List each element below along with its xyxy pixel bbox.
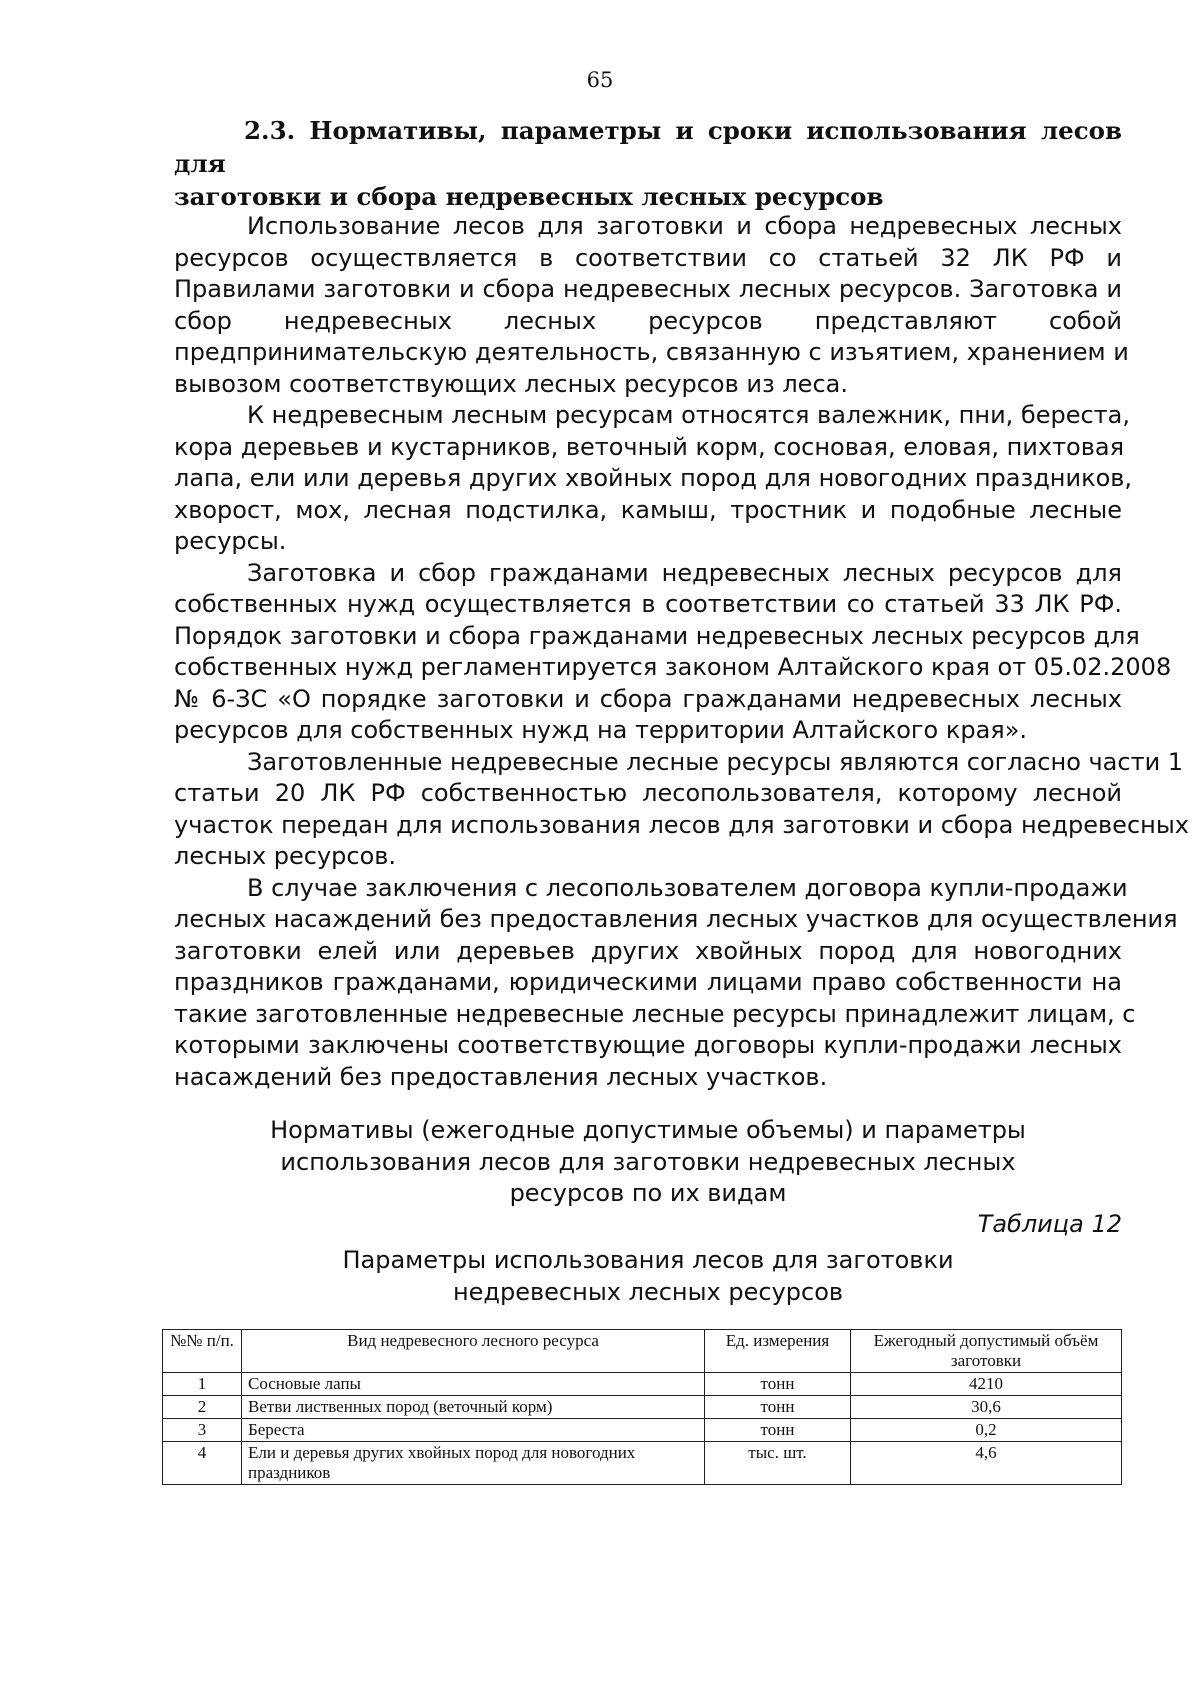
body-line: Использование лесов для заготовки и сбора недревесных лесных — [247, 212, 1122, 240]
cell-name: Ветви лиственных пород (веточный корм) — [242, 1396, 705, 1419]
body-line: ресурсов осуществляется в соответствии со статьей 32 ЛК РФ и — [174, 243, 1122, 272]
body-line: лапа, ели или деревья других хвойных пород для новогодних праздников, — [174, 464, 1133, 492]
body-line: Порядок заготовки и сбора гражданами недревесных лесных ресурсов для — [174, 621, 1140, 650]
cell-volume: 4,6 — [851, 1442, 1122, 1485]
cell-num: 2 — [163, 1396, 242, 1419]
cell-name: Сосновые лапы — [242, 1373, 705, 1396]
body-line: лесных ресурсов. — [174, 842, 397, 870]
body-line: хворост, мох, лесная подстилка, камыш, тростник и подобные лесные — [174, 495, 1122, 524]
section-heading-line: заготовки и сбора недревесных лесных ресурсов — [174, 182, 884, 211]
header-volume: Ежегодный допустимый объём заготовки — [851, 1330, 1122, 1373]
body-line: Заготовленные недревесные лесные ресурсы являются согласно части 1 — [247, 747, 1184, 776]
cell-volume: 0,2 — [851, 1419, 1122, 1442]
header-unit: Ед. измерения — [705, 1330, 851, 1373]
body-line: собственных нужд регламентируется законом Алтайского края от 05.02.2008 — [174, 653, 1172, 681]
body-line: сбор недревесных лесных ресурсов представляют собой — [174, 306, 1122, 335]
body-line: которыми заключены соответствующие договоры купли-продажи лесных — [174, 1031, 1122, 1059]
body-line: Правилами заготовки и сбора недревесных лесных ресурсов. Заготовка и — [174, 275, 1122, 303]
page-number: 65 — [586, 68, 614, 92]
body-line: К недревесным лесным ресурсам относятся валежник, пни, береста, — [247, 401, 1130, 429]
body-line: № 6-ЗС «О порядке заготовки и сбора гражданами недревесных лесных — [174, 684, 1122, 713]
cell-num: 1 — [163, 1373, 242, 1396]
header-num: №№ п/п. — [163, 1330, 242, 1373]
cell-volume: 30,6 — [851, 1396, 1122, 1419]
table-row — [163, 1396, 1122, 1419]
body-line: лесных насаждений без предоставления лесных участков для осуществления — [174, 905, 1178, 933]
cell-name: Береста — [242, 1419, 705, 1442]
table-header-row — [163, 1330, 1122, 1373]
body-line: насаждений без предоставления лесных участков. — [174, 1062, 828, 1091]
body-line: В случае заключения с лесопользователем договора купли-продажи — [247, 873, 1128, 902]
table-title-line: Параметры использования лесов для заготовки — [342, 1246, 954, 1274]
body-line: статьи 20 ЛК РФ собственностью лесопользователя, которому лесной — [174, 779, 1122, 807]
section-heading — [174, 114, 1122, 213]
body-line: собственных нужд осуществляется в соответствии со статьей 33 ЛК РФ. — [174, 590, 1122, 618]
body-text — [174, 211, 1189, 1093]
body-line: Заготовка и сбор гражданами недревесных лесных ресурсов для — [247, 558, 1122, 587]
table-caption: Таблица 12 — [977, 1210, 1122, 1238]
body-line: предпринимательскую деятельность, связанную с изъятием, хранением и — [174, 338, 1129, 366]
body-line: ресурсов для собственных нужд на территории Алтайского края». — [174, 716, 1028, 744]
body-line: вывозом соответствующих лесных ресурсов из леса. — [174, 369, 848, 398]
section-heading-line: 2.3. Нормативы, параметры и сроки использования лесов для — [174, 116, 1122, 178]
header-name: Вид недревесного лесного ресурса — [242, 1330, 705, 1373]
body-line: кора деревьев и кустарников, веточный корм, сосновая, еловая, пихтовая — [174, 432, 1125, 461]
cell-num: 3 — [163, 1419, 242, 1442]
body-line: заготовки елей или деревьев других хвойных пород для новогодних — [174, 936, 1122, 965]
body-line: ресурсы. — [174, 527, 287, 555]
norms-title-line: Нормативы (ежегодные допустимые объемы) и параметры — [270, 1116, 1026, 1144]
table-row — [163, 1373, 1122, 1396]
table-row — [163, 1442, 1122, 1485]
norms-section-title — [174, 1115, 1122, 1210]
cell-unit: тыс. шт. — [705, 1442, 851, 1485]
body-line: праздников гражданами, юридическими лицами право собственности на — [174, 968, 1122, 996]
resources-table — [162, 1329, 1122, 1485]
cell-volume: 4210 — [851, 1373, 1122, 1396]
body-line: такие заготовленные недревесные лесные ресурсы принадлежит лицам, с — [174, 999, 1136, 1028]
table-row — [163, 1419, 1122, 1442]
cell-unit: тонн — [705, 1396, 851, 1419]
table-title-line: недревесных лесных ресурсов — [452, 1277, 844, 1306]
cell-unit: тонн — [705, 1419, 851, 1442]
norms-title-line: использования лесов для заготовки недревесных лесных — [280, 1147, 1016, 1176]
cell-num: 4 — [163, 1442, 242, 1485]
cell-name: Ели и деревья других хвойных пород для новогодних праздников — [242, 1442, 705, 1485]
body-line: участок передан для использования лесов для заготовки и сбора недревесных — [174, 810, 1189, 839]
table-title — [174, 1245, 1122, 1308]
norms-title-line: ресурсов по их видам — [509, 1179, 787, 1207]
cell-unit: тонн — [705, 1373, 851, 1396]
